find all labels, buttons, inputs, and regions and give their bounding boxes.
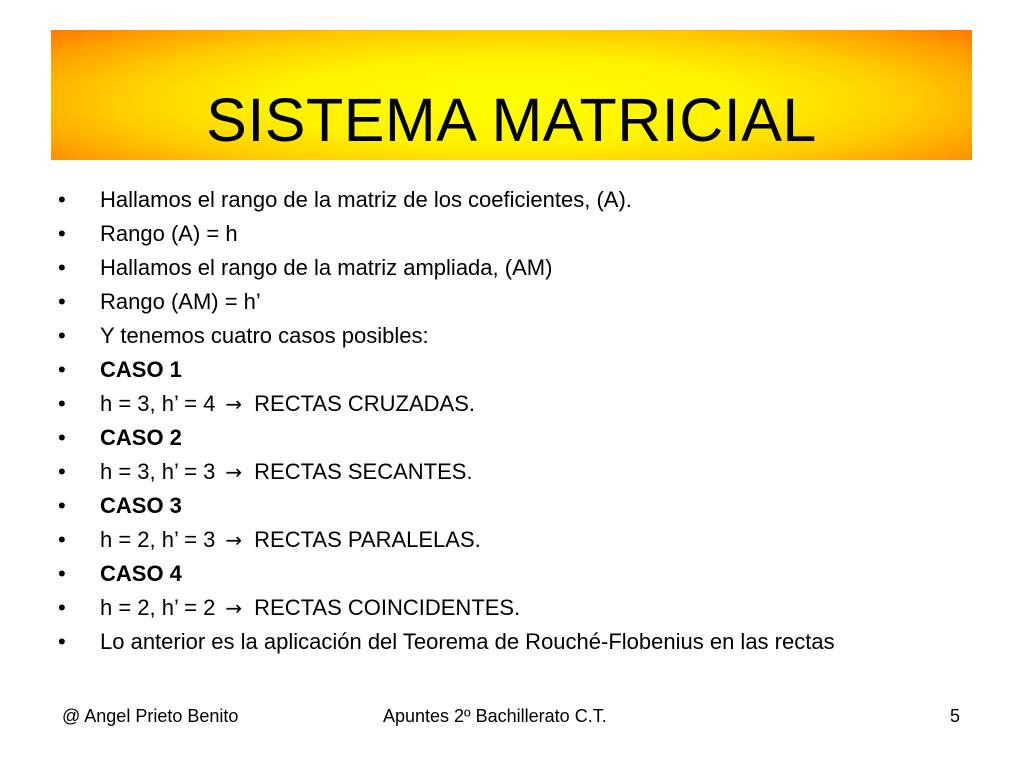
bullet-item <box>58 251 988 285</box>
bullet-icon: • <box>58 187 66 212</box>
bullet-text: Hallamos el rango de la matriz ampliada, (AM) <box>100 255 553 280</box>
bullet-item <box>58 183 988 217</box>
case-heading <box>58 421 988 455</box>
bullet-icon: • <box>58 459 66 484</box>
case-rule <box>58 455 988 489</box>
case-label: CASO 3 <box>100 493 182 518</box>
bullet-icon: • <box>58 289 66 314</box>
arrow-right-icon: → <box>225 528 243 552</box>
bullet-icon: • <box>58 493 66 518</box>
case-rule <box>58 523 988 557</box>
bullet-icon: • <box>58 629 66 654</box>
bullet-text: Lo anterior es la aplicación del Teorema de Rouché-Flobenius en las rectas <box>100 629 835 654</box>
case-rule <box>58 387 988 421</box>
bullet-item <box>58 217 988 251</box>
bullet-icon: • <box>58 357 66 382</box>
case-condition: h = 3, h’ = 4 <box>100 391 216 416</box>
case-result: RECTAS COINCIDENTES. <box>254 595 521 620</box>
arrow-right-icon: → <box>225 460 243 484</box>
bullet-icon: • <box>58 221 66 246</box>
case-rule-text <box>100 455 473 489</box>
bullet-list <box>58 183 988 659</box>
case-heading <box>58 489 988 523</box>
bullet-icon: • <box>58 323 66 348</box>
bullet-icon: • <box>58 255 66 280</box>
title-banner <box>51 30 972 160</box>
case-rule-text <box>100 591 520 625</box>
case-result: RECTAS SECANTES. <box>254 459 473 484</box>
case-rule-text <box>100 387 475 421</box>
case-rule-text <box>100 523 481 557</box>
footer-course: Apuntes 2º Bachillerato C.T. <box>383 706 607 726</box>
bullet-icon: • <box>58 527 66 552</box>
bullet-text: Rango (A) = h <box>100 221 238 246</box>
case-label: CASO 4 <box>100 561 182 586</box>
bullet-text: Y tenemos cuatro casos posibles: <box>100 323 429 348</box>
case-condition: h = 3, h’ = 3 <box>100 459 216 484</box>
bullet-item <box>58 285 988 319</box>
bullet-text: Rango (AM) = h’ <box>100 289 261 314</box>
footer-author: @ Angel Prieto Benito <box>62 706 239 726</box>
bullet-item <box>58 625 988 659</box>
case-condition: h = 2, h’ = 2 <box>100 595 216 620</box>
bullet-icon: • <box>58 391 66 416</box>
case-label: CASO 1 <box>100 357 182 382</box>
bullet-icon: • <box>58 425 66 450</box>
case-heading <box>58 353 988 387</box>
page-number: 5 <box>950 706 961 726</box>
bullet-icon: • <box>58 595 66 620</box>
slide-title: SISTEMA MATRICIAL <box>206 86 817 154</box>
case-label: CASO 2 <box>100 425 182 450</box>
case-rule <box>58 591 988 625</box>
bullet-text: Hallamos el rango de la matriz de los coeficientes, (A). <box>100 187 632 212</box>
case-condition: h = 2, h’ = 3 <box>100 527 216 552</box>
bullet-item <box>58 319 988 353</box>
case-result: RECTAS CRUZADAS. <box>254 391 475 416</box>
case-heading <box>58 557 988 591</box>
bullet-icon: • <box>58 561 66 586</box>
arrow-right-icon: → <box>225 596 243 620</box>
case-result: RECTAS PARALELAS. <box>254 527 481 552</box>
arrow-right-icon: → <box>225 392 243 416</box>
